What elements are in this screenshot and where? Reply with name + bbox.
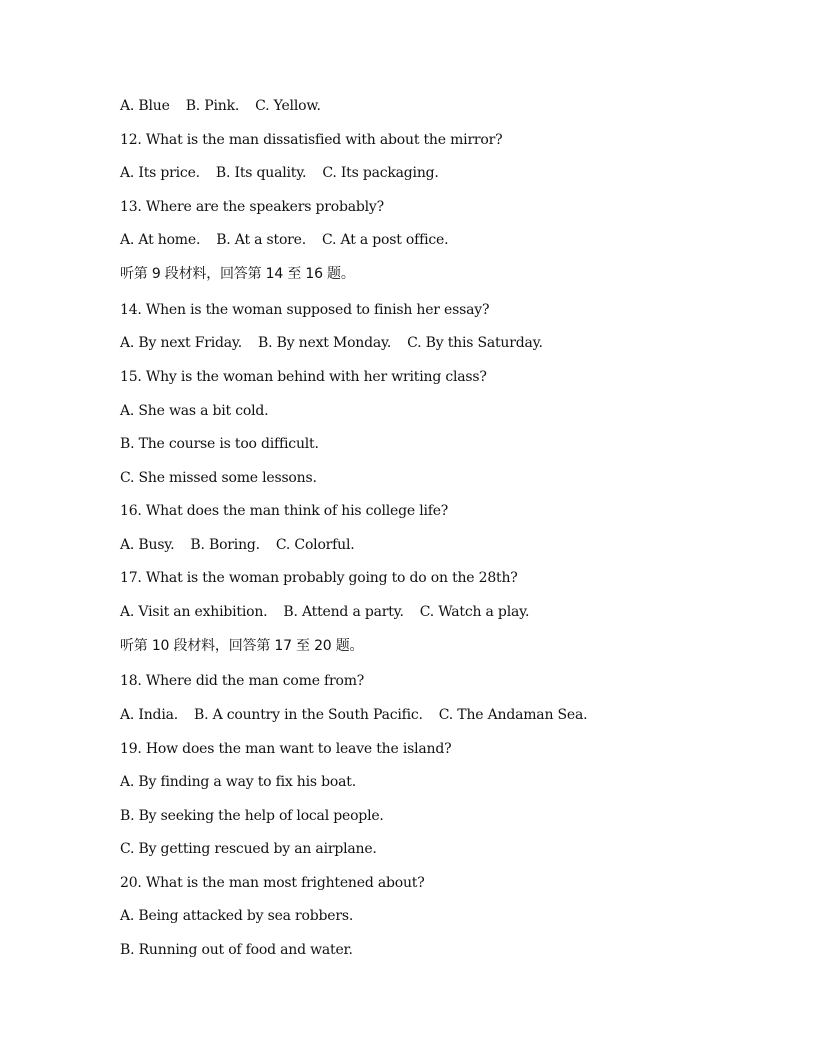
answer-option: A. Blue (120, 98, 170, 114)
answer-option: C. By this Saturday. (407, 335, 543, 351)
answer-option: B. Running out of food and water. (120, 942, 353, 958)
answer-option: B. Attend a party. (283, 604, 404, 620)
answer-option: A. Being attacked by sea robbers. (120, 908, 354, 924)
question-text: 19. How does the man want to leave the island? (120, 741, 452, 757)
options-row (120, 97, 321, 115)
question-text: 13. Where are the speakers probably? (120, 199, 384, 215)
options-row (120, 706, 587, 724)
answer-option: C. At a post office. (322, 232, 449, 248)
question-text: 15. Why is the woman behind with her writing class? (120, 369, 487, 385)
options-row (120, 536, 355, 554)
options-row (120, 231, 448, 249)
options-row (120, 164, 439, 182)
answer-option: C. By getting rescued by an airplane. (120, 841, 377, 857)
section-instruction: 听第 9 段材料，回答第 14 至 16 题。 (120, 266, 355, 282)
answer-option: A. She was a bit cold. (120, 403, 269, 419)
answer-option: B. At a store. (216, 232, 307, 248)
answer-option: A. At home. (120, 232, 201, 248)
answer-option: C. Watch a play. (419, 604, 530, 620)
answer-option: A. By next Friday. (120, 335, 243, 351)
answer-option: B. By next Monday. (258, 335, 392, 351)
answer-option: C. The Andaman Sea. (438, 707, 588, 723)
answer-option: B. Boring. (190, 537, 260, 553)
question-text: 18. Where did the man come from? (120, 673, 365, 689)
answer-option: B. Pink. (185, 98, 240, 114)
section-instruction: 听第 10 段材料，回答第 17 至 20 题。 (120, 638, 364, 654)
answer-option: A. Busy. (120, 537, 175, 553)
answer-option: A. Visit an exhibition. (120, 604, 268, 620)
question-text: 16. What does the man think of his college life? (120, 503, 449, 519)
answer-option: B. A country in the South Pacific. (194, 707, 423, 723)
answer-option: C. Its packaging. (322, 165, 439, 181)
answer-option: C. She missed some lessons. (120, 470, 317, 486)
answer-option: B. The course is too difficult. (120, 436, 319, 452)
answer-option: C. Colorful. (275, 537, 355, 553)
answer-option: A. Its price. (120, 165, 200, 181)
answer-option: B. Its quality. (215, 165, 307, 181)
question-text: 20. What is the man most frightened about? (120, 875, 425, 891)
options-row (120, 603, 529, 621)
answer-option: A. By finding a way to fix his boat. (120, 774, 356, 790)
answer-option: C. Yellow. (255, 98, 321, 114)
options-row (120, 334, 543, 352)
question-text: 17. What is the woman probably going to do on the 28th? (120, 570, 518, 586)
question-text: 14. When is the woman supposed to finish her essay? (120, 302, 490, 318)
question-text: 12. What is the man dissatisfied with about the mirror? (120, 132, 503, 148)
answer-option: A. India. (120, 707, 178, 723)
answer-option: B. By seeking the help of local people. (120, 808, 384, 824)
